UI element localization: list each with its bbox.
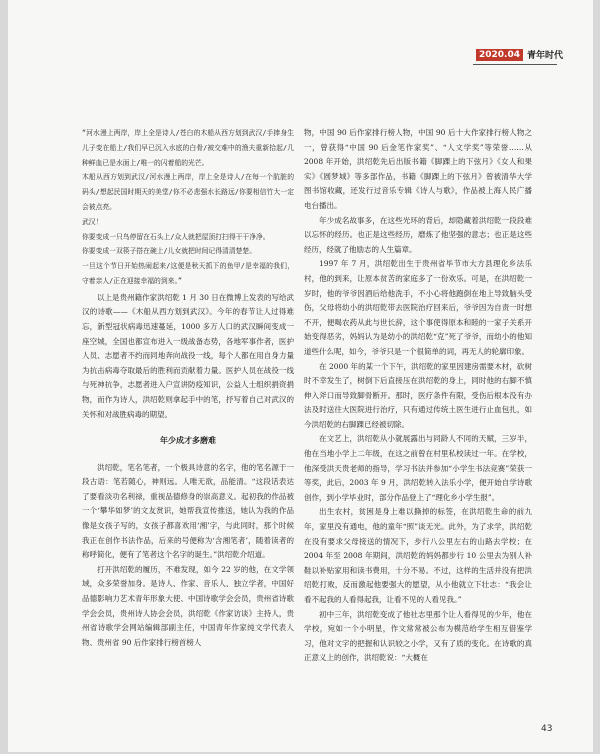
poem-line: 你要变成一双筷子搭在碗上/儿女就把时间记得清清楚楚。 <box>82 247 257 256</box>
issue-date-badge: 2020.04 <box>476 49 523 61</box>
body-paragraph: 在文艺上，洪绍乾从小就展露出与同龄人不同的天赋，三岁半，他在当地小学上二年级，在这之前曾在村里私校读过一年。在学校，他深受洪天贵老师的指导，学习书法并参加“小学生书法竞赛”荣获一等奖，此后，2003 年 9 月，洪绍乾转入法乐小学，便开始自学诗歌创作，到小学毕业时，部分作品登上了“理化乡小学生报”。 <box>304 434 532 502</box>
poem-line: “河水漫上两岸，岸上全是诗人/苍白的木船从西方划到武汉/手捧身生儿子变在船上/我们早已沉入水底的白骨/被交难中的渔夫重新拾起/几种鲜血已是水面上/唯一的闪着船的光芒。 <box>82 129 294 167</box>
magazine-page <box>8 0 593 752</box>
poem-block <box>82 126 294 289</box>
poem-line: 一旦这个节日开始热闹起来/这便是秋天抓下的鱼甲/是幸福的我们，守着亲人/正在迎接幸福的到来。” <box>82 262 294 285</box>
magazine-name: 青年时代 <box>527 51 564 61</box>
section-heading: 年少成才多磨难 <box>160 436 216 446</box>
body-paragraph: 年少成名故事多，在这些光环的背后，却隐藏着洪绍乾一段段难以忘怀的经历。也正是这些经历，磨炼了他坚强的意志；也正是这些经历，经就了他励志的人生篇章。 <box>304 215 532 254</box>
body-paragraph: 出生农村，贫困是身上难以撕掉的标签，在洪绍乾生命的前九年，家里没有通电，他的童年“照”谈无光。此外，为了求学，洪绍乾在没有要求父母接送的情况下，步行八公里左右的山路去学校；在 2004 年至 2008 年期间，洪绍乾的妈妈都步行 10 公里去为别人补鞋以补贴家用和读书费用，十分不易。不过，这样的生活并没有把洪绍乾打败，反而激起他要强大的愿望，从小他就立下壮志：“我会让看不起我的人看得起我，让看不见的人看见我。” <box>304 507 532 604</box>
left-column <box>82 126 294 650</box>
header-rule <box>473 64 557 65</box>
body-paragraph: 以上是贵州籍作家洪绍乾 1 月 30 日在微博上发表的写给武汉的诗歌——《木船从西方划到武汉》。今年的春节让人过得难忘，新型冠状病毒迅速蔓延，1000 多万人口的武汉瞬间变成一座空城，全国也都宣布进入一级战备态势，各地军事作者，医护人员、志愿者不约而同地奔向战役一线，每个人都在用自身力量为抗击病毒夺取最后的胜利而贡献着力量。医护人员在战役一线与死神抗争，志愿者进入户宣讲防疫知识，公益人士组织捐资捐物，而作为诗人，洪绍乾则拿起手中的笔，抒写着自己对武汉的关怀和对战胜病毒的期望。 <box>82 292 294 419</box>
page-number: 43 <box>541 724 553 734</box>
poem-line: 你要变成一只鸟停留在石头上/众人就把屋顶打扫得干干净净。 <box>82 232 270 241</box>
body-paragraph: 在 2000 年的某一个下午，洪绍乾的家里因建房需要木材，砍树时不幸发生了，树倒下后直接压在洪绍乾的身上，同时他的右脚不慎伸入斧口而导致脚骨断开。那时，医疗条件有限，受伤后根本没有办法及时送往大医院进行治疗，只有通过传统土医生进行止血包扎，如今洪绍乾的右脚踝已经被切除。 <box>304 361 532 429</box>
body-paragraph: 1997 年 7 月，洪绍乾出生于贵州省毕节市大方县理化乡法乐村，他的到来，让原本贫苦的家庭多了一份欢乐。可是，在洪绍乾一岁时，他的爷爷因酒后给他洗手，不小心将他跑倒在地上导致脑头受伤，父母将幼小的洪绍乾带去医院治疗回来后，爷爷因为自责一时想不开，便喝农药从此与世长辞，这个事使得原本和睦的一家子关系开始变得恶劣，妈妈认为是幼小的洪绍乾“克”死了爷爷，而幼小的他知道些什么呢，如今，爷爷只是一个很简单的词，再无人的轮廓印象。 <box>304 259 532 356</box>
body-paragraph: 洪绍乾，笔名笔者，一个极具诗意的名字，他的笔名源于一段古语：笔若随心，神则远。人唯无欲，品能清。“这段话表达了要看淡功名利禄，重视品德修身的崇高意义。起初我的作品被一个‘攀华如梦’的文友赏识，她帮我宣传推送，她认为我的作品像是女孩子写的，女孩子都喜欢用‘湘’字，与此同时，那个时候我正在创作书法作品，后来的号便称为‘含湘笔者’，随着读者的称呼简化，便有了笔者这个名字的诞生。”洪绍乾介绍道。 <box>82 462 294 560</box>
body-paragraph: 物，中国 90 后作家排行榜人物，中国 90 后十大作家排行榜人物之一，曾获得“中国 90 后金笔作家奖”、“人文学奖”等荣誉……从 2008 年开始，洪绍乾先后出版书籍《脚踝上的下弦月》《女人和果实》《圆梦城》等多部作品，书籍《脚踝上的下弦月》曾被清华大学图书馆收藏，还发行过音乐专辑《诗人与歌》，作品被上海人民广播电台播出。 <box>304 128 532 210</box>
poem-line: 木船从西方划到武汉/河水漫上两岸，岸上全是诗人/在每一个肮脏的码头/想起民国时期天的美堂/你不必悲强水长路远/你要相信竹大一定会被点亮。 <box>82 173 294 211</box>
page-header <box>476 48 563 61</box>
right-column <box>304 126 532 666</box>
body-paragraph: 打开洪绍乾的履历，不难发现，如今 22 岁的他，在文学领域，众多荣誉加身。是诗人、作家、音乐人、独立学者，中国好品德影响力艺术青年形象大使、中国诗歌学会会员，贵州省诗歌学会会员，贵州诗人协会会员，洪绍乾《作家访谈》主持人，贵州省诗歌学会网站编辑部副主任，中国青年作家纯文学代表人物、贵州省 90 后作家排行榜首榜人 <box>82 564 294 647</box>
poem-line: 武汉！ <box>82 217 103 226</box>
body-paragraph: 初中三年，洪绍乾变成了他社志里那个让人看得见的少年，他在学校，宛如一个小明星，作文常常被公布为模范给学生相互借鉴学习，他对文字的把握和认识较之小学，又有了质的变化。在诗歌的真正意义上的创作，洪绍乾说：“大概在 <box>304 609 532 663</box>
